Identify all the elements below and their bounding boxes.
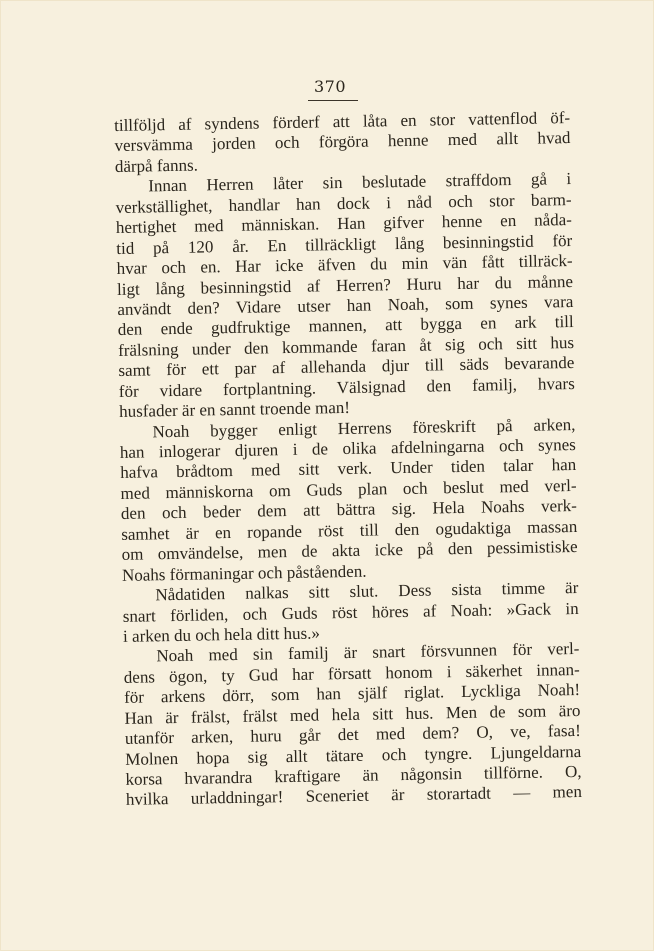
text-line: användt den? Vidare utser han Noah, som synes vara: [117, 291, 574, 319]
text-line: Molnen hopa sig allt tätare och tyngre. Ljungeldarna: [125, 741, 582, 769]
text-line: Han är frälst, frälst med hela sitt hus. Men de som äro: [124, 700, 581, 728]
body-text: [114, 108, 582, 811]
text-line: den ende gudfruktige mannen, att bygga en ark till: [117, 312, 574, 340]
text-line: Noah med sin familj är snart försvunnen för verl-: [156, 639, 580, 666]
text-line: hvar och en. Har icke äfven du min vän fått tillräck-: [116, 251, 573, 279]
text-line: versvämma jorden och förgöra henne med allt hvad: [114, 128, 571, 156]
text-line: han inlogerar djuren i de olika afdelningarna och synes: [119, 434, 576, 462]
text-line: snart förliden, och Guds röst höres af Noah: »Gack in: [122, 598, 579, 626]
text-line: Innan Herren låter sin beslutade straffdom gå i: [148, 169, 572, 196]
text-line: med människorna om Guds plan och beslut med verl-: [120, 475, 577, 503]
text-line: samhet är en ropande röst till den ogudaktiga massan: [121, 516, 578, 544]
text-line: Nådatiden nalkas sitt slut. Dess sista timme är: [155, 578, 579, 605]
text-line: Noah bygger enligt Herrens föreskrift på arken,: [152, 414, 576, 441]
text-line: för vidare fortplantning. Välsignad den familj, hvars: [118, 373, 575, 401]
text-line: därpå fanns.: [114, 155, 199, 176]
text-line: ligt lång besinningstid af Herren? Huru har du månne: [116, 271, 574, 299]
text-line: tillföljd af syndens förderf att låta en stor vattenflod öf-: [114, 108, 571, 135]
text-line: utanför arken, huru går det med dem? O, ve, fasa!: [124, 721, 581, 749]
text-line: hertighet med människan. Han gifver henne en nåda-: [115, 210, 573, 238]
text-line: husfader är en sannt troende man!: [118, 398, 351, 422]
text-line: för arkens dörr, som han själf riglat. Lyckliga Noah!: [123, 680, 581, 708]
text-line: om omvändelse, men de akta icke på den pessimistiske: [121, 537, 578, 565]
text-line: hafva brådtom med sitt verk. Under tiden talar han: [120, 455, 577, 483]
text-line: Noahs förmaningar och påståenden.: [121, 561, 367, 585]
text-line: verkställighet, handlar han dock i nåd och stor barm-: [115, 189, 572, 217]
text-line: i arken du och hela ditt hus.»: [122, 623, 321, 646]
page-number-rule: [308, 100, 358, 101]
text-line: tid på 120 år. En tillräckligt lång besinningstid för: [116, 230, 573, 258]
page-number: 370: [313, 77, 347, 96]
text-line: samt för ett par af allehanda djur till säds bevarande: [118, 353, 575, 381]
text-line: hvilka urladdningar! Sceneriet är storartadt — men: [125, 782, 583, 810]
text-line: korsa hvarandra kraftigare än någonsin tillförne. O,: [125, 761, 582, 789]
text-line: den och beder dem att bättra sig. Hela Noahs verk-: [120, 496, 578, 524]
text-line: frälsning under den kommande faran åt sig och sitt hus: [117, 332, 575, 360]
text-line: dens ögon, ty Gud har försatt honom i säkerhet innan-: [123, 659, 580, 687]
